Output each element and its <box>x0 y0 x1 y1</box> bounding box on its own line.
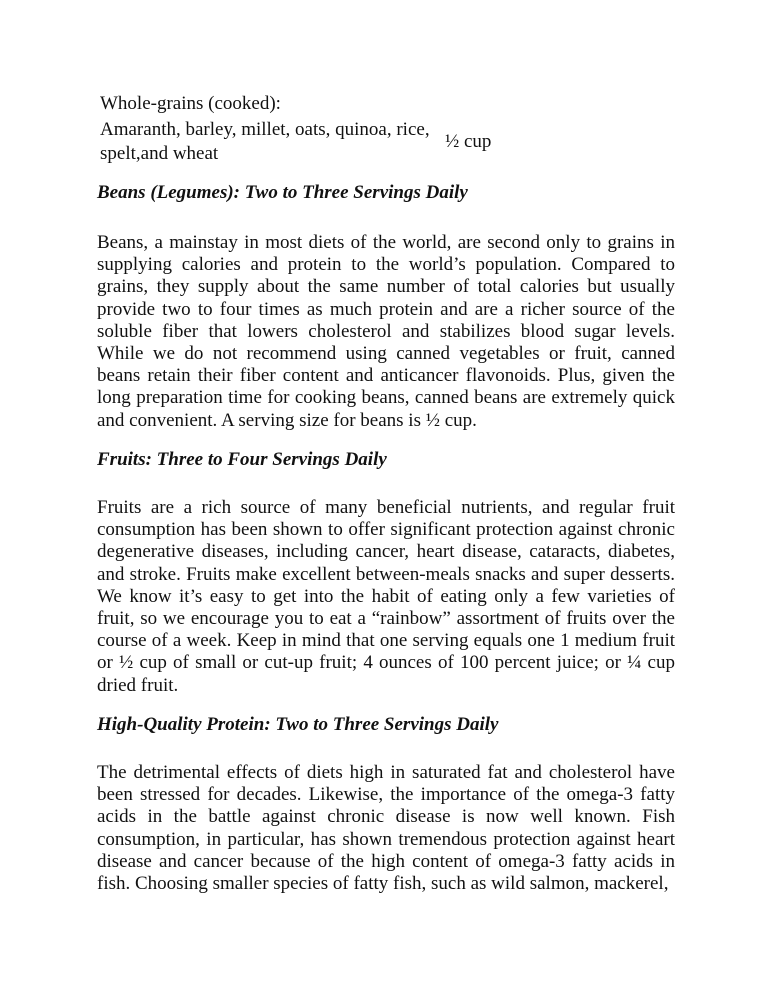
grains-items-cell: Amaranth, barley, millet, oats, quinoa, rice, spelt,and wheat <box>100 119 430 164</box>
section-heading-protein: High-Quality Protein: Two to Three Servings Daily <box>97 714 499 735</box>
section-heading-fruits: Fruits: Three to Four Servings Daily <box>97 449 387 470</box>
section-body-protein: The detrimental effects of diets high in saturated fat and cholesterol have been stressed for decades. Likewise, the importance of the omega-3 fatty acids in the battle against chronic disease is now well known. Fish consumption, in particular, has shown tremendous protection against heart disease and cancer because of the high content of omega-3 fatty acids in fish. Choosing smaller species of fatty fish, such as wild salmon, mackerel, <box>97 762 675 895</box>
section-body-fruits: Fruits are a rich source of many beneficial nutrients, and regular fruit consumption has been shown to offer significant protection against chronic degenerative diseases, including cancer, heart disease, cataracts, diabetes, and stroke. Fruits make excellent between-meals snacks and super desserts. We know it’s easy to get into the habit of eating only a few varieties of fruit, so we encourage you to eat a “rainbow” assortment of fruits over the course of a week. Keep in mind that one serving equals one 1 medium fruit or ½ cup of small or cut-up fruit; 4 ounces of 100 percent juice; or ¼ cup dried fruit. <box>97 497 675 696</box>
grains-serving-table <box>100 92 520 166</box>
grains-table-heading: Whole-grains (cooked): <box>100 93 281 114</box>
grains-amount-cell: ½ cup <box>445 131 492 152</box>
section-heading-beans: Beans (Legumes): Two to Three Servings Daily <box>97 182 468 203</box>
section-body-beans: Beans, a mainstay in most diets of the world, are second only to grains in supplying calories and protein to the world’s population. Compared to grains, they supply about the same number of total calories but usually provide two to four times as much protein and are a richer source of the soluble fiber that lowers cholesterol and stabilizes blood sugar levels. While we do not recommend using canned vegetables or fruit, canned beans retain their fiber content and anticancer flavonoids. Plus, given the long preparation time for cooking beans, canned beans are extremely quick and convenient. A serving size for beans is ½ cup. <box>97 232 675 431</box>
grains-table-row <box>100 118 520 166</box>
